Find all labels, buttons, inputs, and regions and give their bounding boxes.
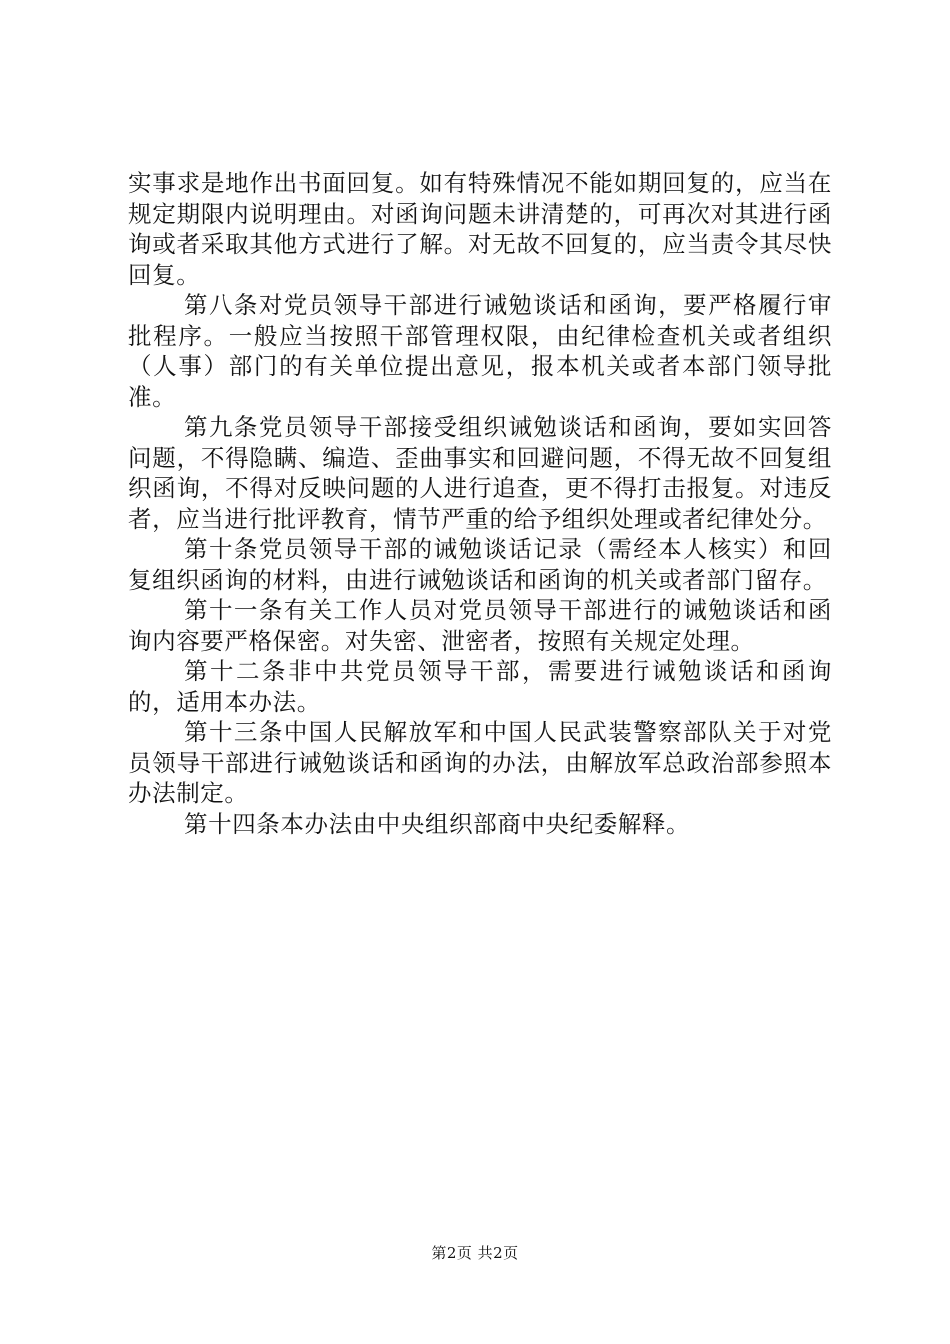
page-number-footer: 第2页 共2页 xyxy=(431,1244,519,1262)
paragraph-article-12: 第十二条非中共党员领导干部，需要进行诫勉谈话和函询的，适用本办法。 xyxy=(128,657,832,716)
paragraph-article-9: 第九条党员领导干部接受组织诫勉谈话和函询，要如实回答问题，不得隐瞒、编造、歪曲事实和回避问题，不得无故不回复组织函询，不得对反映问题的人进行追查，更不得打击报复。对违反者，应当进行批评教育，情节严重的给予组织处理或者纪律处分。 xyxy=(128,413,832,533)
paragraph-article-14: 第十四条本办法由中央组织部商中央纪委解释。 xyxy=(184,809,691,838)
document-body xyxy=(128,168,832,839)
paragraph-article-10: 第十条党员领导干部的诫勉谈话记录（需经本人核实）和回复组织函询的材料，由进行诫勉谈话和函询的机关或者部门留存。 xyxy=(128,535,832,594)
paragraph-article-11: 第十一条有关工作人员对党员领导干部进行的诫勉谈话和函询内容要严格保密。对失密、泄密者，按照有关规定处理。 xyxy=(128,596,832,655)
paragraph-article-13: 第十三条中国人民解放军和中国人民武装警察部队关于对党员领导干部进行诫勉谈话和函询的办法，由解放军总政治部参照本办法制定。 xyxy=(128,718,832,807)
paragraph-article-8: 第八条对党员领导干部进行诫勉谈话和函询，要严格履行审批程序。一般应当按照干部管理权限，由纪律检查机关或者组织（人事）部门的有关单位提出意见，报本机关或者本部门领导批准。 xyxy=(128,291,832,411)
paragraph-continued: 实事求是地作出书面回复。如有特殊情况不能如期回复的，应当在规定期限内说明理由。对函询问题未讲清楚的，可再次对其进行函询或者采取其他方式进行了解。对无故不回复的，应当责令其尽快回复。 xyxy=(128,169,832,289)
